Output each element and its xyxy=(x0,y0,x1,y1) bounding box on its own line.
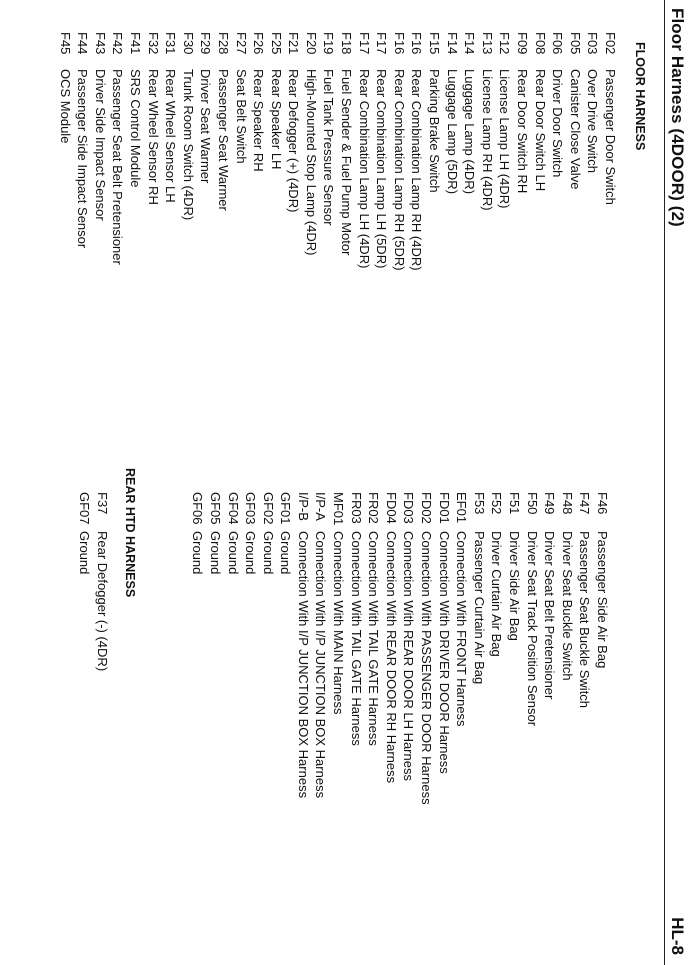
connector-code: F20 xyxy=(303,32,319,55)
connector-code: F25 xyxy=(268,32,284,55)
connector-description: Over Drive Switch xyxy=(585,69,601,174)
list-item xyxy=(408,32,426,271)
list-item xyxy=(179,32,197,271)
connector-description: Connection With REAR DOOR RH Harness xyxy=(383,531,399,784)
list-item xyxy=(523,492,541,805)
list-item xyxy=(488,492,506,805)
header-rule xyxy=(664,0,665,965)
connector-description: Rear Speaker LH xyxy=(268,69,284,170)
connector-code: F43 xyxy=(92,32,108,55)
connector-description: Driver Side Air Bag xyxy=(507,531,523,641)
connector-code: F16 xyxy=(391,32,407,55)
list-item xyxy=(558,492,576,805)
list-item xyxy=(478,32,496,271)
connector-description: Connection With I/P JUNCTION BOX Harness xyxy=(295,531,311,799)
connector-code: F13 xyxy=(479,32,495,55)
list-item xyxy=(593,492,611,805)
connector-code: F48 xyxy=(559,492,575,515)
connector-description: Seat Belt Switch xyxy=(233,69,249,164)
list-item xyxy=(93,492,111,671)
connector-code: F52 xyxy=(489,492,505,515)
connector-code: FR03 xyxy=(348,492,364,524)
list-item xyxy=(277,492,295,805)
connector-description: Rear Combination Lamp RH (4DR) xyxy=(409,69,425,271)
connector-description: Trunk Room Switch (4DR) xyxy=(180,69,196,221)
list-item xyxy=(320,32,338,271)
connector-description: Ground xyxy=(207,531,223,575)
connector-description: Passenger Seat Warmer xyxy=(215,69,231,211)
list-item xyxy=(382,492,400,805)
connector-description: Connection With REAR DOOR LH Harness xyxy=(401,531,417,781)
connector-description: Ground xyxy=(243,531,259,575)
connector-code: F06 xyxy=(550,32,566,55)
connector-code: F09 xyxy=(515,32,531,55)
connector-description: Rear Defogger (-) (4DR) xyxy=(95,531,110,672)
connector-description: Passenger Side Impact Sensor xyxy=(75,69,91,249)
connector-description: Passenger Seat Belt Pretensioner xyxy=(110,69,126,265)
connector-code: F17 xyxy=(356,32,372,55)
list-item xyxy=(144,32,162,271)
connector-code: GF03 xyxy=(243,492,259,525)
connector-description: Fuel Tank Pressure Sensor xyxy=(321,69,337,226)
list-item xyxy=(425,32,443,271)
connector-code: F50 xyxy=(524,492,540,515)
connector-code: FD01 xyxy=(436,492,452,524)
list-item xyxy=(461,32,479,271)
list-item xyxy=(206,492,224,805)
connector-code: F15 xyxy=(427,32,443,55)
connector-code: F27 xyxy=(233,32,249,55)
connector-code: F37 xyxy=(95,492,110,515)
connector-code: GF06 xyxy=(190,492,206,525)
connector-description: Ground xyxy=(278,531,294,575)
connector-description: Fuel Sender & Fuel Pump Motor xyxy=(339,69,355,256)
list-item xyxy=(312,492,330,805)
connector-description: High-Mounted Stop Lamp (4DR) xyxy=(303,69,319,256)
connector-code: F46 xyxy=(595,492,610,515)
connector-code: F42 xyxy=(110,32,126,55)
connector-code: F51 xyxy=(507,492,523,515)
connector-description: Ground xyxy=(190,531,206,575)
connector-description: Connection With FRONT Harness xyxy=(454,531,470,727)
connector-code: F03 xyxy=(585,32,601,55)
connector-description: Ground xyxy=(260,531,276,575)
connector-code: MF01 xyxy=(331,492,347,526)
connector-code: F16 xyxy=(409,32,425,55)
floor-harness-heading: FLOOR HARNESS xyxy=(633,42,647,151)
connector-code: GF04 xyxy=(225,492,241,525)
page-title: Floor Harness (4DOOR) (2) xyxy=(668,8,687,227)
list-item xyxy=(541,492,559,805)
connector-code: I/P-B xyxy=(295,492,311,521)
connector-code: GF07 xyxy=(77,492,93,525)
connector-description: Luggage Lamp (5DR) xyxy=(444,69,460,195)
list-item xyxy=(189,492,207,805)
connector-description: Connection With MAIN Harness xyxy=(331,531,347,715)
connector-description: Driver Curtain Air Bag xyxy=(489,531,505,657)
connector-code: F19 xyxy=(321,32,337,55)
connector-code: F44 xyxy=(75,32,91,55)
connector-description: Ground xyxy=(225,531,241,575)
connector-description: Rear Speaker RH xyxy=(251,69,267,172)
list-item xyxy=(302,32,320,271)
list-item xyxy=(513,32,531,271)
connector-code: F29 xyxy=(198,32,214,55)
list-item xyxy=(443,32,461,271)
connector-description: Passenger Curtain Air Bag xyxy=(471,531,487,685)
list-item xyxy=(259,492,277,805)
connector-description: Driver Side Impact Sensor xyxy=(92,69,108,221)
rear-htd-harness-list xyxy=(76,492,111,671)
connector-code: F14 xyxy=(462,32,478,55)
connector-description: Passenger Side Air Bag xyxy=(595,531,610,669)
list-item xyxy=(566,32,584,271)
floor-harness-list-continued xyxy=(189,492,611,805)
connector-code: GF02 xyxy=(260,492,276,525)
list-item xyxy=(242,492,260,805)
connector-description: Connection With TAIL GATE Harness xyxy=(348,531,364,746)
connector-code: F32 xyxy=(145,32,161,55)
list-item xyxy=(330,492,348,805)
list-item xyxy=(224,492,242,805)
connector-description: Rear Door Switch RH xyxy=(515,69,531,194)
connector-code: F41 xyxy=(127,32,143,55)
connector-code: F17 xyxy=(374,32,390,55)
list-item xyxy=(435,492,453,805)
list-item xyxy=(601,32,619,271)
connector-code: EF01 xyxy=(454,492,470,524)
list-item xyxy=(109,32,127,271)
list-item xyxy=(531,32,549,271)
list-item xyxy=(126,32,144,271)
connector-description: Rear Defogger (+) (4DR) xyxy=(286,69,302,213)
list-item xyxy=(76,492,94,671)
list-item xyxy=(267,32,285,271)
connector-code: F53 xyxy=(471,492,487,515)
list-item xyxy=(453,492,471,805)
connector-code: F02 xyxy=(603,32,618,55)
connector-description: Luggage Lamp (4DR) xyxy=(462,69,478,195)
connector-code: FD03 xyxy=(401,492,417,524)
connector-description: OCS Module xyxy=(57,69,73,144)
connector-code: F08 xyxy=(532,32,548,55)
list-item xyxy=(338,32,356,271)
list-item xyxy=(496,32,514,271)
page-number: HL-8 xyxy=(668,917,687,955)
floor-harness-list xyxy=(56,32,619,271)
connector-description: Passenger Seat Buckle Switch xyxy=(577,531,593,709)
list-item xyxy=(214,32,232,271)
connector-description: Rear Combination Lamp LH (4DR) xyxy=(356,69,372,269)
list-item xyxy=(584,32,602,271)
connector-code: F49 xyxy=(542,492,558,515)
list-item xyxy=(470,492,488,805)
connector-description: SRS Control Module xyxy=(127,69,143,188)
connector-description: Parking Brake Switch xyxy=(427,69,443,193)
connector-code: F31 xyxy=(163,32,179,55)
connector-description: Driver Door Switch xyxy=(550,69,566,178)
connector-description: Driver Seat Track Position Sensor xyxy=(524,531,540,727)
list-item xyxy=(355,32,373,271)
list-item xyxy=(373,32,391,271)
connector-code: F45 xyxy=(57,32,73,55)
connector-description: Connection With TAIL GATE Harness xyxy=(366,531,382,746)
connector-description: Driver Seat Buckle Switch xyxy=(559,531,575,681)
connector-code: FD04 xyxy=(383,492,399,524)
connector-description: License Lamp LH (4DR) xyxy=(497,69,513,209)
connector-code: F26 xyxy=(251,32,267,55)
list-item xyxy=(56,32,74,271)
list-item xyxy=(197,32,215,271)
connector-description: Connection With I/P JUNCTION BOX Harness xyxy=(313,531,329,799)
connector-description: Rear Wheel Sensor LH xyxy=(163,69,179,203)
connector-code: F14 xyxy=(444,32,460,55)
list-item xyxy=(365,492,383,805)
list-item xyxy=(400,492,418,805)
connector-description: Connection With DRIVER DOOR Harness xyxy=(436,531,452,774)
list-item xyxy=(505,492,523,805)
list-item xyxy=(232,32,250,271)
connector-code: FR02 xyxy=(366,492,382,524)
connector-code: F30 xyxy=(180,32,196,55)
list-item xyxy=(162,32,180,271)
connector-description: Driver Seat Belt Pretensioner xyxy=(542,531,558,700)
list-item xyxy=(91,32,109,271)
connector-code: F21 xyxy=(286,32,302,55)
connector-description: Driver Seat Warmer xyxy=(198,69,214,184)
connector-code: GF05 xyxy=(207,492,223,525)
connector-description: Rear Door Switch LH xyxy=(532,69,548,192)
connector-description: Rear Combination Lamp LH (5DR) xyxy=(374,69,390,269)
connector-description: Ground xyxy=(77,531,93,575)
list-item xyxy=(250,32,268,271)
connector-description: Rear Wheel Sensor RH xyxy=(145,69,161,205)
connector-description: Canister Close Valve xyxy=(567,69,583,190)
connector-code: GF01 xyxy=(278,492,294,525)
list-item xyxy=(390,32,408,271)
list-item xyxy=(417,492,435,805)
connector-code: F12 xyxy=(497,32,513,55)
list-item xyxy=(294,492,312,805)
connector-description: Connection With PASSENGER DOOR Harness xyxy=(419,531,435,805)
connector-code: F47 xyxy=(577,492,593,515)
connector-code: I/P-A xyxy=(313,492,329,521)
list-item xyxy=(74,32,92,271)
connector-code: F28 xyxy=(215,32,231,55)
list-item xyxy=(285,32,303,271)
connector-description: License Lamp RH (4DR) xyxy=(479,69,495,211)
list-item xyxy=(347,492,365,805)
connector-code: F18 xyxy=(339,32,355,55)
rear-htd-harness-heading: REAR HTD HARNESS xyxy=(123,468,137,598)
list-item xyxy=(549,32,567,271)
connector-code: FD02 xyxy=(419,492,435,524)
connector-description: Rear Combination Lamp RH (5DR) xyxy=(391,69,407,271)
connector-code: F05 xyxy=(567,32,583,55)
connector-description: Passenger Door Switch xyxy=(603,69,618,205)
list-item xyxy=(576,492,594,805)
